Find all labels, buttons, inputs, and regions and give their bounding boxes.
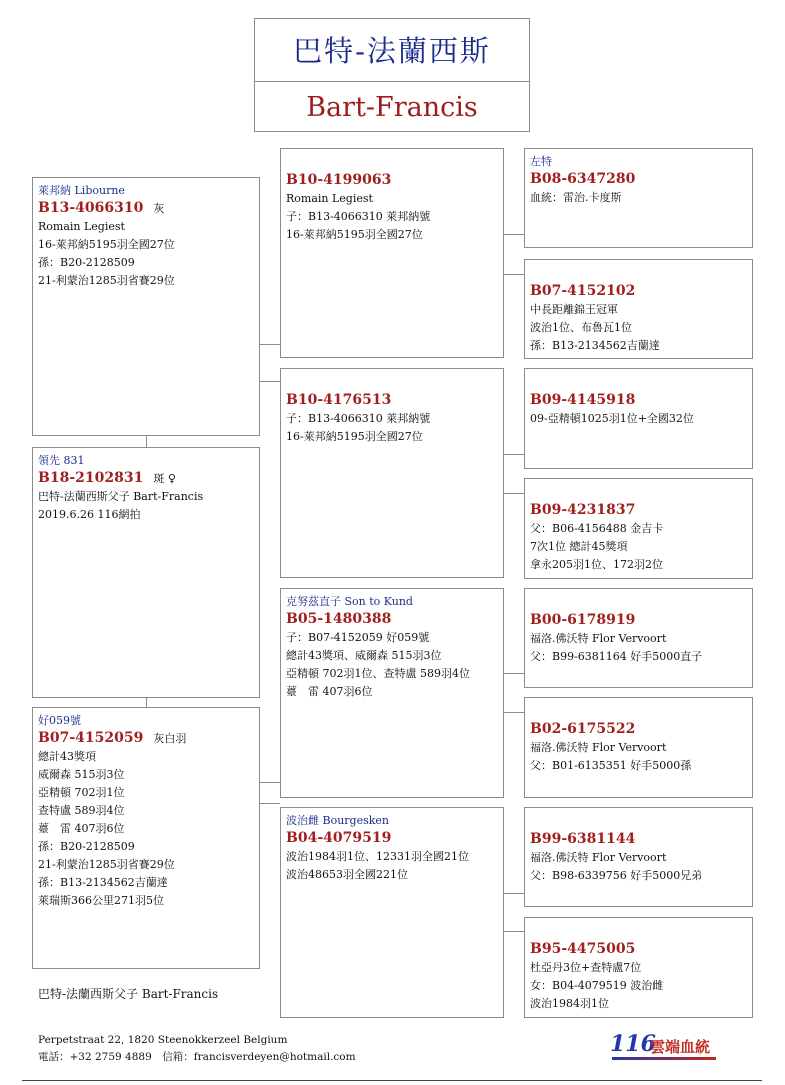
info-line: 父：B99-6381164 好手5000直子	[530, 650, 703, 663]
connector-line	[260, 381, 280, 382]
info-line: 杜亞丹3位+查特盧7位	[530, 961, 642, 974]
info-line: 孫：B20-2128509	[38, 256, 135, 269]
info-line: 福洛.佛沃特 Flor Vervoort	[530, 632, 667, 645]
info-line: 巴特-法蘭西斯父子 Bart-Francis	[38, 490, 204, 503]
info-line: 子：B13-4066310 萊邦納號	[286, 210, 431, 223]
info-line: 波治1984羽1位	[530, 997, 609, 1010]
connector-line	[260, 782, 280, 783]
connector-line	[504, 673, 524, 674]
bird-name: 左特	[530, 155, 552, 168]
connector-line	[260, 803, 280, 804]
logo-number: 116	[610, 1031, 656, 1057]
great-grandparent-card	[524, 917, 753, 1018]
connector-line	[504, 893, 524, 894]
ring-number: B04-4079519	[286, 830, 392, 846]
title-english: Bart-Francis	[306, 92, 478, 123]
info-line: Romain Legiest	[38, 220, 125, 233]
info-line: 薹 雷 407羽6位	[38, 822, 125, 835]
contact-info	[38, 1032, 356, 1066]
info-line: 7次1位 總計45獎項	[530, 540, 628, 553]
logo-underline	[612, 1057, 716, 1060]
great-grandparent-card	[524, 259, 753, 359]
bird-name: 領先 831	[38, 454, 85, 467]
color-label: 灰白羽	[153, 732, 187, 745]
ring-number: B00-6178919	[530, 612, 636, 628]
connector-line	[260, 344, 280, 345]
title-divider	[255, 81, 529, 82]
dam-card	[32, 707, 260, 969]
info-line: 16-萊邦納5195羽全國27位	[38, 238, 175, 251]
owner-name: 巴特-法蘭西斯父子 Bart-Francis	[38, 987, 219, 1001]
bird-name: 波治雌 Bourgesken	[286, 814, 390, 827]
info-line: 查特盧 589羽4位	[38, 804, 125, 817]
ring-number	[38, 469, 254, 488]
bottom-divider	[22, 1080, 762, 1081]
info-line: Romain Legiest	[286, 192, 373, 205]
great-grandparent-card	[524, 588, 753, 688]
bird-name: 萊邦納 Libourne	[38, 184, 125, 197]
info-line: 亞精頓 702羽1位	[38, 786, 125, 799]
ring-number: B95-4475005	[530, 941, 636, 957]
great-grandparent-card	[524, 807, 753, 907]
info-line: 萊瑞斯366公里271羽5位	[38, 894, 164, 907]
info-line: 福洛.佛沃特 Flor Vervoort	[530, 741, 667, 754]
ring-number: B09-4145918	[530, 392, 636, 408]
connector-line	[504, 493, 524, 494]
info-line: 16-萊邦納5195羽全國27位	[286, 228, 423, 241]
ring-number-text: B18-2102831	[38, 470, 144, 486]
info-line: 亞精頓 702羽1位、查特盧 589羽4位	[286, 667, 470, 680]
info-line: 拿永205羽1位、172羽2位	[530, 558, 663, 571]
ring-number: B02-6175522	[530, 721, 636, 737]
info-line: 09-亞精頓1025羽1位+全國32位	[530, 412, 694, 425]
great-grandparent-card	[524, 148, 753, 248]
ring-number-text: B07-4152059	[38, 730, 144, 746]
connector-line	[504, 931, 524, 932]
great-grandparent-card	[524, 697, 753, 798]
subject-card	[32, 447, 260, 698]
great-grandparent-card	[524, 478, 753, 579]
info-line: 父：B98-6339756 好手5000兄弟	[530, 869, 703, 882]
ring-number: B10-4176513	[286, 392, 392, 408]
info-line: 21-利蒙治1285羽省賽29位	[38, 858, 175, 871]
great-grandparent-card	[524, 368, 753, 469]
grandparent-card	[280, 807, 504, 1018]
ring-number: B09-4231837	[530, 502, 636, 518]
grandparent-card	[280, 148, 504, 358]
info-line: 父：B06-4156488 金吉卡	[530, 522, 664, 535]
info-line: 總計43獎項	[38, 750, 96, 763]
info-line: 孫：B13-2134562吉蘭達	[530, 339, 660, 352]
ring-number-text: B13-4066310	[38, 200, 144, 216]
connector-line	[146, 698, 147, 707]
info-line: 2019.6.26 116網拍	[38, 508, 141, 521]
color-sex-label: 斑 ♀	[153, 472, 176, 485]
connector-line	[504, 274, 524, 275]
title-chinese: 巴特-法蘭西斯	[293, 34, 491, 68]
info-line: 女：B04-4079519 波治雌	[530, 979, 664, 992]
bird-name: 克努茲直子 Son to Kund	[286, 595, 413, 608]
ring-number: B99-6381144	[530, 831, 636, 847]
info-line: 波治1984羽1位、12331羽全國21位	[286, 850, 469, 863]
ring-number: B08-6347280	[530, 171, 636, 187]
info-line: 中長距離錦王冠軍	[530, 303, 618, 316]
address: Perpetstraat 22, 1820 Steenokkerzeel Belgium	[38, 1034, 288, 1046]
info-line: 子：B13-4066310 萊邦納號	[286, 412, 431, 425]
info-line: 16-萊邦納5195羽全國27位	[286, 430, 423, 443]
sire-card	[32, 177, 260, 436]
logo-text: 雲端血統	[650, 1038, 711, 1056]
ring-number: B10-4199063	[286, 172, 392, 188]
info-line: 薹 雷 407羽6位	[286, 685, 373, 698]
info-line: 威爾森 515羽3位	[38, 768, 125, 781]
info-line: 21-利蒙治1285羽省賽29位	[38, 274, 175, 287]
info-line: 福洛.佛沃特 Flor Vervoort	[530, 851, 667, 864]
info-line: 父：B01-6135351 好手5000孫	[530, 759, 692, 772]
ring-number: B05-1480388	[286, 611, 392, 627]
pedigree-title	[254, 18, 530, 132]
phone-email: 電話：+32 2759 4889 信箱：francisverdeyen@hotmail.com	[38, 1051, 356, 1063]
brand-logo	[610, 1031, 720, 1057]
connector-line	[504, 454, 524, 455]
grandparent-card	[280, 588, 504, 798]
bird-name: 好059號	[38, 714, 81, 727]
ring-number	[38, 199, 254, 218]
info-line: 血統：雷治.卡度斯	[530, 191, 622, 204]
ring-number: B07-4152102	[530, 283, 636, 299]
connector-line	[146, 436, 147, 447]
info-line: 孫：B13-2134562吉蘭達	[38, 876, 168, 889]
connector-line	[504, 712, 524, 713]
ring-number	[38, 729, 254, 748]
info-line: 孫：B20-2128509	[38, 840, 135, 853]
info-line: 波治48653羽全國221位	[286, 868, 408, 881]
color-label: 灰	[153, 202, 165, 215]
grandparent-card	[280, 368, 504, 578]
info-line: 子：B07-4152059 好059號	[286, 631, 430, 644]
info-line: 總計43獎項、威爾森 515羽3位	[286, 649, 442, 662]
connector-line	[504, 234, 524, 235]
info-line: 波治1位、布魯瓦1位	[530, 321, 632, 334]
